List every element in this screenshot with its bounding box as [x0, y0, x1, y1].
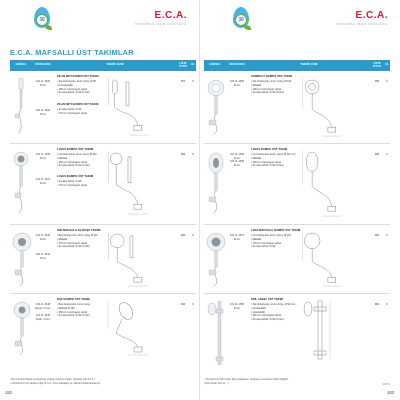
table-row: [204, 72, 390, 144]
product-code: 102 11 1580: [229, 303, 245, 306]
product-code: 102 11 1570: [229, 234, 245, 237]
product-photo: [10, 295, 32, 361]
table-row: [204, 226, 390, 294]
catalog-edition: 2017/1: [382, 383, 390, 386]
brand-logo: [135, 11, 187, 26]
product-finish: Krom: [233, 163, 241, 167]
product-description: DÜZ DAMPO ÜST TAKIM • Beş fonksiyonlu, krom yüzey • Mafsallı Ø 100 • 150 cm kıvrılmayan spiral • Su akış debisi: 9 l/dk (3 bar): [54, 295, 176, 361]
product-code: 102 11 1535: [35, 153, 51, 156]
header-code: ÜRÜN KODU: [229, 63, 245, 67]
list-price: 990: [180, 234, 186, 237]
leaf-icon: [45, 25, 52, 30]
product-code: 102 11 1566: [229, 160, 245, 163]
product-photo: [204, 295, 226, 367]
product-photo: [204, 72, 226, 143]
header-price: LİSTE FİYATI: [179, 61, 187, 68]
technical-drawing: [104, 230, 150, 289]
product-finish: Krom: [39, 112, 47, 116]
product-description: LAVAS DAMPO ÜST TAKIM • Üç fonksiyonlu, krom yüzey, Ø 110 mm • Mafsallı • 150 cm kıvrılmayan spiral • Su akış debisi: 9 l/dk (3 bar): [248, 145, 370, 224]
product-code: 102 11 1560: [229, 80, 245, 83]
header-photo: GÖRSEL: [209, 63, 221, 67]
product-description: ZİLAN MİTİ SAMPO ÜST TAKIM • Tek fonksiyonlu, krom yüzey Ø 30 • Kromaj kalite • 150 cm kıvrılmayan spiral • Su akış debisi: 9 l/dk (3 bar) ZİLAN MİTİ SAMPO ÜST TAKIM • Su akış debisi: 9 l/dk • 175 cm kıvrılmayan spiral: [54, 72, 176, 143]
header-photo: GÖRSEL: [15, 63, 27, 67]
product-finish: Krom: [233, 306, 241, 310]
page-number: 182: [5, 390, 12, 395]
brand-name: E.C.A.: [154, 10, 187, 21]
header-code: ÜRÜN KODU: [35, 63, 51, 67]
product-photo: [204, 145, 226, 224]
product-name: LYRA MAFSALLI DAMPO ÜST TAKIM: [251, 228, 301, 232]
table-row: [10, 145, 196, 225]
page-number: 183: [387, 390, 394, 395]
technical-drawing: [104, 149, 150, 220]
product-finish: Krom: [39, 156, 47, 160]
list-price: 990: [180, 153, 186, 156]
product-name: SISI MAFSALLI EL DUŞU TAKIMI: [57, 228, 101, 232]
hand-shower-icon: [12, 151, 30, 217]
hand-shower-icon: [206, 232, 226, 288]
hand-shower-icon: [206, 78, 226, 136]
technical-drawing: [104, 299, 150, 357]
technical-drawing: [298, 230, 344, 289]
hand-shower-icon: [12, 78, 30, 136]
warranty-badge: [31, 7, 53, 33]
warranty-badge: [230, 7, 252, 33]
product-finish: Krom: [233, 237, 241, 241]
product-photo: [10, 226, 32, 293]
list-price: 990: [374, 303, 380, 306]
technical-drawing: [298, 299, 344, 363]
product-code: 102 11 1549: [35, 314, 51, 317]
technical-drawing: [104, 76, 150, 139]
table-row: [10, 295, 196, 361]
badge-number: 30: [39, 16, 45, 23]
product-finish: Krom: [39, 181, 47, 185]
table-header: [10, 60, 196, 71]
footnote: • Bu ürünlerin filtreli versiyonları sipariş üzerine üretilir. (Sipariş: 102 11 5..) • Ürünlerimiz için detaylı bilgi: E.C.A. Ürün Kataloğu ve Teknik Dokümantasyon.: [10, 378, 101, 386]
product-codes: [32, 72, 54, 143]
product-name: COMPACT DAMPO ÜST TAKIM: [251, 74, 292, 78]
product-codes: [226, 226, 248, 293]
product-finish: Krom: [233, 156, 241, 160]
list-price: 950: [374, 80, 380, 83]
product-description: LAVAS DAMPO ÜST TAKIM • Üç fonksiyonlu, krom yüzey Ø 100 • Mafsallı • 150 cm kıvrılmayan spiral • Su akış debisi: 9 l/dk (3 bar) LAVAS DAMPO ÜST TAKIM • Su akış debisi: 9 l/dk • 175 cm kıvrılmayan spiral: [54, 145, 176, 224]
product-finish: Krom: [39, 237, 47, 241]
product-code: 102 11 1525: [35, 80, 51, 83]
table-row: [10, 72, 196, 144]
header-pk: KL: [385, 63, 389, 67]
hand-shower-icon: [206, 151, 226, 217]
header-price: LİSTE FİYATI: [373, 61, 381, 68]
product-description: LYRA MAFSALLI DAMPO ÜST TAKIM • Üç fonksiyonlu, krom yüzey, Ø 120 • Mafsallı • 175 cm kıvrılmayan spiral • Su akış debisi: 9 l/dk: [248, 226, 370, 293]
leaf-icon: [244, 25, 251, 30]
product-codes: [32, 145, 54, 224]
brand-logo: [336, 11, 388, 26]
product-finish: Krom: [39, 83, 47, 87]
list-price: 990: [374, 153, 380, 156]
technical-drawing: [298, 149, 344, 220]
technical-drawing: [298, 76, 344, 139]
product-codes: [32, 295, 54, 361]
product-code: 102 11 1537: [35, 178, 51, 181]
product-codes: [226, 72, 248, 143]
pack-quantity: 6: [386, 80, 388, 83]
product-code: 102 11 1548: [35, 303, 51, 306]
product-name: DÜZ DAMPO ÜST TAKIM: [57, 297, 90, 301]
product-code: 102 11 1565: [229, 153, 245, 156]
product-finish: Siyah / Krom: [35, 317, 51, 321]
product-photo: [10, 72, 32, 143]
product-code: 102 11 1526: [35, 109, 51, 112]
product-code: 102 11 1543: [35, 234, 51, 237]
product-codes: [32, 226, 54, 293]
list-price: 990: [180, 303, 186, 306]
product-finish: Beyaz / Krom: [35, 306, 51, 310]
brand-tagline: İSTANBUL'DAN DÜNYAYA: [335, 22, 388, 26]
brand-tagline: İSTANBUL'DAN DÜNYAYA: [134, 22, 187, 26]
footnote: • Ürünlerimiz KDV hariç liste fiyatlarıdır. Teslimat ve kurulum dahil değildir. (Ürün kodu 102 11 ...): [204, 378, 289, 386]
product-description: SISI MAFSALLI EL DUŞU TAKIMI • Beş fonksiyonlu, krom yüzey Ø 110 • Mafsallı • 175 cm kıvrılmayan spiral • Su akış debisi: 9 l/dk (3 bar): [54, 226, 176, 293]
product-name: SPİL ASKILI ÜST TAKIM: [251, 297, 283, 301]
pack-quantity: 6: [192, 153, 194, 156]
brand-name: E.C.A.: [355, 10, 388, 21]
list-price: 990: [374, 234, 380, 237]
product-code: 102 11 1544: [35, 253, 51, 256]
product-codes: [226, 295, 248, 367]
header-pk: KL: [191, 63, 195, 67]
product-codes: [226, 145, 248, 224]
product-photo: [10, 145, 32, 224]
table-row: [10, 226, 196, 294]
header-drawing: TEKNİK ÇİZİM: [300, 63, 318, 67]
pack-quantity: 6: [386, 303, 388, 306]
badge-number: 30: [238, 16, 244, 23]
section-title: E.C.A. MAFSALLI ÜST TAKIMLAR: [10, 48, 134, 57]
hand-shower-icon: [12, 232, 32, 288]
catalog-page-right: [200, 0, 400, 400]
hand-shower-icon: [12, 301, 32, 357]
product-name: ZİLAN MİTİ SAMPO ÜST TAKIM: [57, 74, 99, 78]
table-header: [204, 60, 390, 71]
product-description: SPİL ASKILI ÜST TAKIM • Tek fonksiyonlu, krom yüzey, Ø 90 mm • Ayarlanabilir • Çıkarılabilir • 150 cm kıvrılmayan spiral • Su akış debisi: 9 l/dk (3 bar): [248, 295, 370, 367]
product-name: LAVAS DAMPO ÜST TAKIM: [57, 173, 94, 178]
pack-quantity: 6: [192, 80, 194, 83]
product-finish: Krom: [233, 83, 241, 87]
table-row: [204, 295, 390, 367]
pack-quantity: 6: [192, 234, 194, 237]
header-drawing: TEKNİK ÇİZİM: [106, 63, 124, 67]
table-row: [204, 145, 390, 225]
product-name: ZİLAN MİTİ SAMPO ÜST TAKIM: [57, 101, 99, 106]
product-description: COMPACT DAMPO ÜST TAKIM • Tek fonksiyonlu, krom yüzey Ø 100 • Mafsallı • 150 cm kıvrılmayan spiral • Su akış debisi: 9 l/dk (3 bar): [248, 72, 370, 143]
product-photo: [204, 226, 226, 293]
pack-quantity: 6: [386, 153, 388, 156]
pack-quantity: 6: [192, 303, 194, 306]
product-name: LAVAS DAMPO ÜST TAKIM: [251, 147, 288, 151]
slide-bar-shower-icon: [206, 301, 226, 365]
pack-quantity: 6: [386, 234, 388, 237]
product-finish: Krom: [39, 256, 47, 260]
list-price: 870: [180, 80, 186, 83]
product-name: LAVAS DAMPO ÜST TAKIM: [57, 147, 94, 151]
